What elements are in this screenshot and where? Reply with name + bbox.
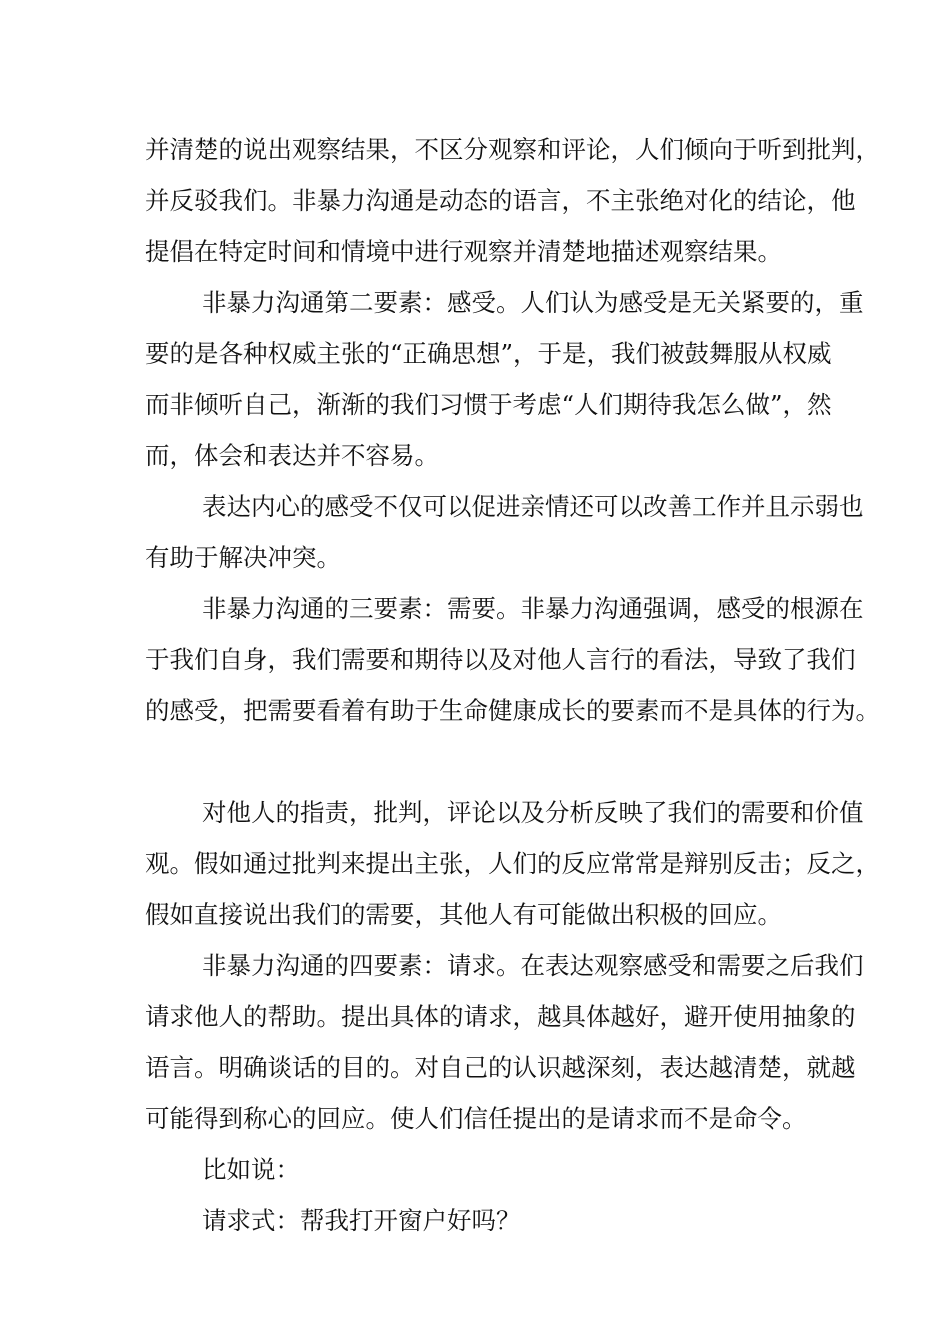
text-line: 而非倾听自己，渐渐的我们习惯于考虑“人们期待我怎么做”，然 bbox=[145, 390, 832, 419]
text-line: 比如说： bbox=[202, 1155, 300, 1184]
text-line: 请求式：帮我打开窗户好吗？ bbox=[202, 1206, 521, 1235]
text-line: 对他人的指责，批判，评论以及分析反映了我们的需要和价值 bbox=[202, 798, 864, 827]
text-line: 语言。明确谈话的目的。对自己的认识越深刻，表达越清楚，就越 bbox=[145, 1053, 856, 1082]
text-line: 并清楚的说出观察结果，不区分观察和评论，人们倾向于听到批判， bbox=[145, 135, 880, 164]
text-line: 的感受，把需要看着有助于生命健康成长的要素而不是具体的行为。 bbox=[145, 696, 880, 725]
text-line: 观。假如通过批判来提出主张，人们的反应常常是辩别反击；反之， bbox=[145, 849, 880, 878]
text-line: 要的是各种权威主张的“正确思想”，于是，我们被鼓舞服从权威 bbox=[145, 339, 832, 368]
text-line: 而，体会和表达并不容易。 bbox=[145, 441, 439, 470]
text-line: 非暴力沟通的四要素：请求。在表达观察感受和需要之后我们 bbox=[202, 951, 864, 980]
text-line: 提倡在特定时间和情境中进行观察并清楚地描述观察结果。 bbox=[145, 237, 782, 266]
text-line: 于我们自身，我们需要和期待以及对他人言行的看法，导致了我们 bbox=[145, 645, 856, 674]
text-line: 非暴力沟通的三要素：需要。非暴力沟通强调，感受的根源在 bbox=[202, 594, 864, 623]
text-line: 有助于解决冲突。 bbox=[145, 543, 341, 572]
text-line: 并反驳我们。非暴力沟通是动态的语言，不主张绝对化的结论，他 bbox=[145, 186, 856, 215]
text-line: 可能得到称心的回应。使人们信任提出的是请求而不是命令。 bbox=[145, 1104, 807, 1133]
text-line: 请求他人的帮助。提出具体的请求，越具体越好，避开使用抽象的 bbox=[145, 1002, 856, 1031]
text-line: 非暴力沟通第二要素：感受。人们认为感受是无关紧要的，重 bbox=[202, 288, 864, 317]
text-line: 假如直接说出我们的需要，其他人有可能做出积极的回应。 bbox=[145, 900, 782, 929]
text-line: 表达内心的感受不仅可以促进亲情还可以改善工作并且示弱也 bbox=[202, 492, 864, 521]
